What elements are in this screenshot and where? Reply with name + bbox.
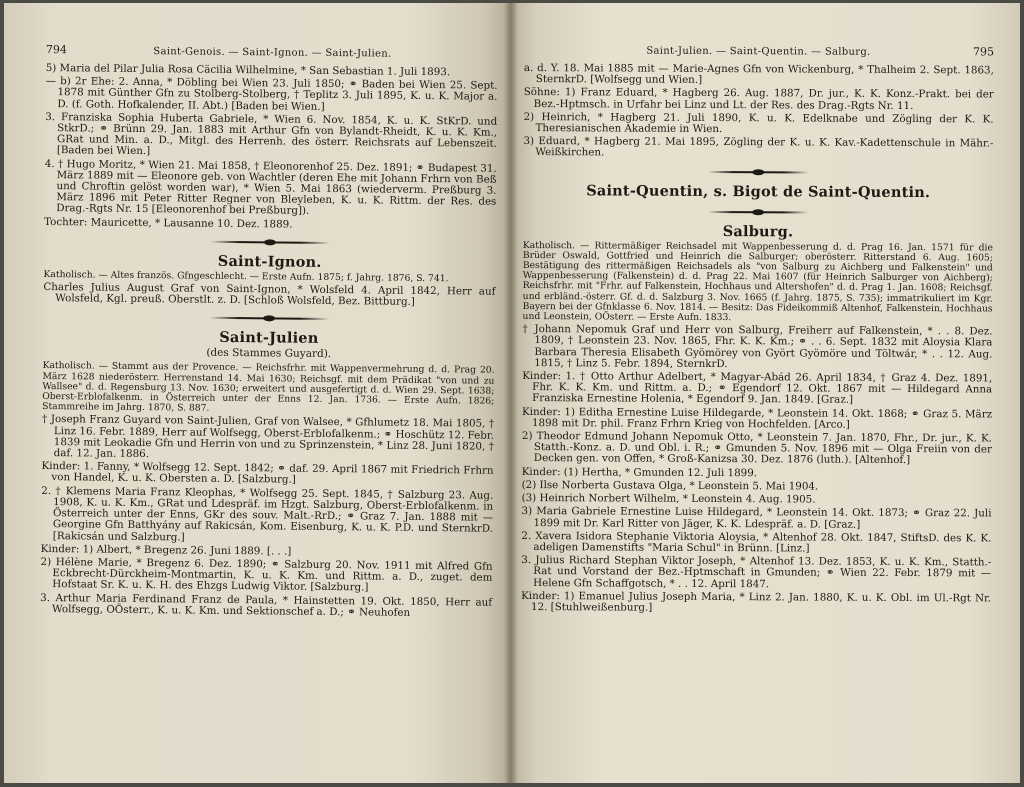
genealogy-entry: 4. † Hugo Moritz, * Wien 21. Mai 1858, † Eleonorenhof 25. Dez. 1891; ⚭ Budapest 31. März 1889 mit — Eleonore geb. von Wachtler (deren Ehe mit Johann Frhrn von Beß und Chroftin gelöst worden war), * Wien 5. Mai 1863 (wiederverm. Preßburg 3. März 1896 mit Peter Ritter Regner von Bleyleben, K. u. K. Rittm. der Res. des Drag.-Rgts Nr. 15 [Eleonorenhof bei Preßburg]). <box>44 157 497 218</box>
genealogy-entry: — b) 2r Ehe: 2. Anna, * Döbling bei Wien 23. Juli 1850; ⚭ Baden bei Wien 25. Sept. 1878 mit Günther Gfn zu Stolberg-Stolberg, † Teplitz 3. Juli 1895, K. u. K. Major a. D. (f. Goth. Hofkalender, II. Abt.) [Baden bei Wien.] <box>45 75 498 113</box>
section-divider <box>209 315 329 322</box>
genealogy-entry: 2) Hélène Marie, * Bregenz 6. Dez. 1890; ⚭ Salzburg 20. Nov. 1911 mit Alfred Gfn Eckbrecht-Dürckheim-Montmartin, K. u. K. Km. und Rittm. a. D., zuget. dem Hofstaat Sr. K. u. K. H. des Ehzgs Ludwig Viktor. [Salzburg.] <box>40 555 493 594</box>
genealogy-entry: Kinder: 1. † Otto Arthur Adelbert, * Magyar-Abád 26. April 1834, † Graz 4. Dez. 1891, Fhr. K. K. Km. und Rittm. a. D.; ⚭ Egendorf 12. Okt. 1867 mit — Hildegard Anna Franziska Ernestine Holenia, * Egendorf 9. Jan. 1849. [Graz.] <box>522 370 993 407</box>
section-divider <box>210 239 330 246</box>
section-intro: Katholisch. — Altes französ. Gfngeschlecht. — Erste Aufn. 1875; f. Jahrg. 1876, S. 741. <box>43 268 449 285</box>
section-title-saint-ignon: Saint-Ignon. <box>217 252 322 271</box>
right-page-content <box>521 43 994 618</box>
right-running-head <box>524 43 994 59</box>
section-title-saint-quentin: Saint-Quentin, s. Bigot de Saint-Quentin. <box>586 181 931 201</box>
genealogy-entry: 3. Julius Richard Stephan Viktor Joseph, * Altenhof 13. Dez. 1853, K. u. K. Km., Statth.-Rat und Vorstand der Bez.-Hptmschaft in Gmunden; ⚭ Wien 22. Febr. 1879 mit — Helene Gfn Schaffgotsch, * . . 12. April 1847. <box>521 554 992 590</box>
genealogy-entry: Kinder: 1) Editha Ernestine Luise Hildegarde, * Leonstein 14. Okt. 1868; ⚭ Graz 5. März 1898 mit Dr. phil. Franz Frhrn Krieg von Hochfelden. [Arco.] <box>522 405 993 431</box>
book-gutter <box>504 3 518 783</box>
genealogy-entry: † Joseph Franz Guyard von Saint-Julien, Graf von Walsee, * Gfhlumetz 18. Mai 1805, † Linz 16. Febr. 1889, Herr auf Wolfsegg, Oberst-Erblofalkenm.; ⚭ Hoschütz 12. Febr. 1839 mit Leokadie Gfn und Herrin von und zu Sprinzenstein, * Linz 28. Juni 1820, † daf. 12. Jan. 1886. <box>41 413 495 461</box>
genealogy-entry: Kinder: 1) Albert, * Bregenz 26. Juni 1889. [. . .] <box>40 542 292 558</box>
page-number: 795 <box>972 45 994 59</box>
section-subtitle: (des Stammes Guyard). <box>206 347 332 361</box>
genealogy-entry: 2. Xavera Isidora Stephanie Viktoria Aloysia, * Altenhof 28. Okt. 1847, StiftsD. des K. K. adeligen Damenstifts "Maria Schul" in Brünn. [Linz.] <box>521 529 992 555</box>
genealogy-entry: Söhne: 1) Franz Eduard, * Hagberg 26. Aug. 1887, Dr. jur., K. K. Konz.-Prakt. bei der Bez.-Hptmsch. in Urfahr bei Linz und Lt. der Res. des Drag.-Rgts Nr. 11. <box>523 86 994 112</box>
right-page <box>510 3 1020 783</box>
genealogy-entry: 2) Theodor Edmund Johann Nepomuk Otto, * Leonstein 7. Jan. 1870, Fhr., Dr. jur., K. K. Statth.-Konz. a. D. und Obl. i. R.; ⚭ Gmunden 5. Nov. 1896 mit — Olga Freiin von der Decken gen. von Offen, * Groß-Kanizsa 30. Dez. 1876 (luth.). [Altenhof.] <box>521 430 992 467</box>
genealogy-entry: 3. Arthur Maria Ferdinand Franz de Paula, * Hainstetten 19. Okt. 1850, Herr auf Wolfsegg, OÖsterr., K. u. K. Km. und Sektionschef a. D.; ⚭ Neuhofen <box>40 591 493 619</box>
genealogy-entry: (3) Heinrich Norbert Wilhelm, * Leonstein 4. Aug. 1905. <box>521 492 816 506</box>
running-title: Saint-Genois. — Saint-Ignon. — Saint-Julien. <box>153 46 392 60</box>
left-page-content <box>40 43 498 622</box>
section-divider <box>708 169 808 176</box>
page-number: 794 <box>45 43 67 57</box>
genealogy-entry: 3) Eduard, * Hagberg 21. Mai 1895, Zögling der K. u. K. Kav.-Kadettenschule in Mähr.-Weißkirchen. <box>523 135 994 159</box>
genealogy-entry: Charles Julius August Graf von Saint-Ignon, * Wolsfeld 4. April 1842, Herr auf Wolsfeld, Kgl. preuß. Oberstlt. z. D. [Schloß Wolsfeld, Bez. Bittburg.] <box>43 281 496 309</box>
section-intro: Katholisch. — Rittermäßiger Reichsadel mit Wappenbesserung d. d. Prag 16. Jan. 1571 für die Brüder Oswald, Gottfried und Heinrich die Salburger; oberösterr. Ritterstand 6. Aug. 1605; Bestätigung des rittermäßigen Reichsadels als "von Salburg zu Aichberg und Falkenstein" und Wappenbesserung (Falkenstein) d. d. Prag 22. Mai 1607 (für Heinrich Salburger von Aichberg); Reichsfrhr. mit "Frhr. auf Falkenstein, Hochhaus und Altershofen" d. d. Prag 1. Jan. 1608; Reichsgf. und erbländ.-österr. Gf. d. d. Salzburg 3. Nov. 1665 (f. Jahrg. 1875, S. 735); immatrikuliert im Kgr. Bayern bei der Gfnklasse 6. Nov. 1814. — Besitz: Das Fideikommiß Altenhof, Falkenstein, Hochhaus und Leonstein, OÖsterr. — Erste Aufn. 1833. <box>522 239 993 324</box>
genealogy-entry: (2) Ilse Norberta Gustava Olga, * Leonstein 5. Mai 1904. <box>521 478 819 493</box>
genealogy-entry: Kinder: 1) Emanuel Julius Joseph Maria, * Linz 2. Jan. 1880, K. u. K. Obl. im Ul.-Rgt Nr. 12. [Stuhlweißenburg.] <box>521 589 992 614</box>
genealogy-entry: 3. Franziska Sophia Huberta Gabriele, * Wien 6. Nov. 1854, K. u. K. StKrD. und StkrD.; ⚭ Brünn 29. Jan. 1883 mit Arthur Gfn von Bylandt-Rheidt, K. u. K. Km., GRat und Min. a. D., Mitgl. des Herrenh. des österr. Reichsrats auf Lebenszeit. [Baden bei Wien.] <box>45 110 498 158</box>
genealogy-entry: a. d. Y. 18. Mai 1885 mit — Marie-Agnes Gfn von Wickenburg, * Thalheim 2. Sept. 1863, SternkrD. [Wolfsegg und Wien.] <box>523 61 994 87</box>
genealogy-entry: 2) Heinrich, * Hagberg 21. Juli 1890, K. u. K. Edelknabe und Zögling der K. K. Theresianischen Akademie in Wien. <box>523 110 994 136</box>
open-book <box>4 3 1020 783</box>
genealogy-entry: Tochter: Mauricette, * Lausanne 10. Dez. 1889. <box>44 215 293 231</box>
genealogy-entry: 2. † Klemens Maria Franz Kleophas, * Wolfsegg 25. Sept. 1845, † Salzburg 23. Aug. 1908, K. u. K. Km., GRat und Ldespräf. im Hzgt. Salzburg, Oberst-Erblofalkenm. in Österreich unter der Enns, GKr des souv. Malt.-RrD.; ⚭ Graz 7. Jan. 1888 mit — Georgine Gfn Batthyány auf Rakicsán, Kom. Eisenburg, K. u. K. P.D. und SternkrD. [Rakicsán und Salzburg.] <box>41 484 494 543</box>
section-title-saint-julien: Saint-Julien <box>219 329 319 348</box>
genealogy-entry: 3) Maria Gabriele Ernestine Luise Hildegard, * Leonstein 14. Okt. 1873; ⚭ Graz 22. Juli 1899 mit Dr. Karl Ritter von Jäger, K. K. Ldespräf. a. D. [Graz.] <box>521 505 992 531</box>
left-running-head <box>46 43 498 62</box>
section-intro: Katholisch. — Stammt aus der Provence. — Reichsfrhr. mit Wappenvermehrung d. d. Prag 20. März 1628 niederösterr. Herrenstand 14. Mai 1630; Reichsgf. mit dem Prädikat "von und zu Wallsee" d. d. Regensburg 13. Nov. 1630; erweitert und ausgefertigt d. d. Wien 29. Sept. 1638; Oberst-Erblofalkenm. in Österreich unter der Enns 12. Jan. 1736. — Erste Aufn. 1826; Stammreihe im Jahrg. 1870, S. 887. <box>42 360 495 414</box>
genealogy-entry: Kinder: (1) Hertha, * Gmunden 12. Juli 1899. <box>521 465 758 479</box>
left-page <box>4 3 510 783</box>
section-divider <box>708 209 808 216</box>
running-title: Saint-Julien. — Saint-Quentin. — Salburg. <box>646 45 871 58</box>
genealogy-entry: Kinder: 1. Fanny, * Wolfsegg 12. Sept. 1842; ⚭ daf. 29. April 1867 mit Friedrich Frhrn von Handel, K. u. K. Obersten a. D. [Salzburg.] <box>41 460 494 487</box>
section-title-salburg: Salburg. <box>722 222 794 241</box>
genealogy-entry: 5) Maria del Pilar Julia Rosa Cäcilia Wilhelmine, * San Sebastian 1. Juli 1893. <box>45 61 451 79</box>
genealogy-entry: † Johann Nepomuk Graf und Herr von Salburg, Freiherr auf Falkenstein, * . . 8. Dez. 1809, † Leonstein 23. Nov. 1865, Fhr. K. K. Km.; ⚭ . . 6. Sept. 1832 mit Aloysia Klara Barbara Theresia Elisabeth Gyömörey von Györt Gyömöre und Töltwár, * . . 12. Aug. 1815, † Linz 5. Febr. 1894, SternkrD. <box>522 323 993 370</box>
